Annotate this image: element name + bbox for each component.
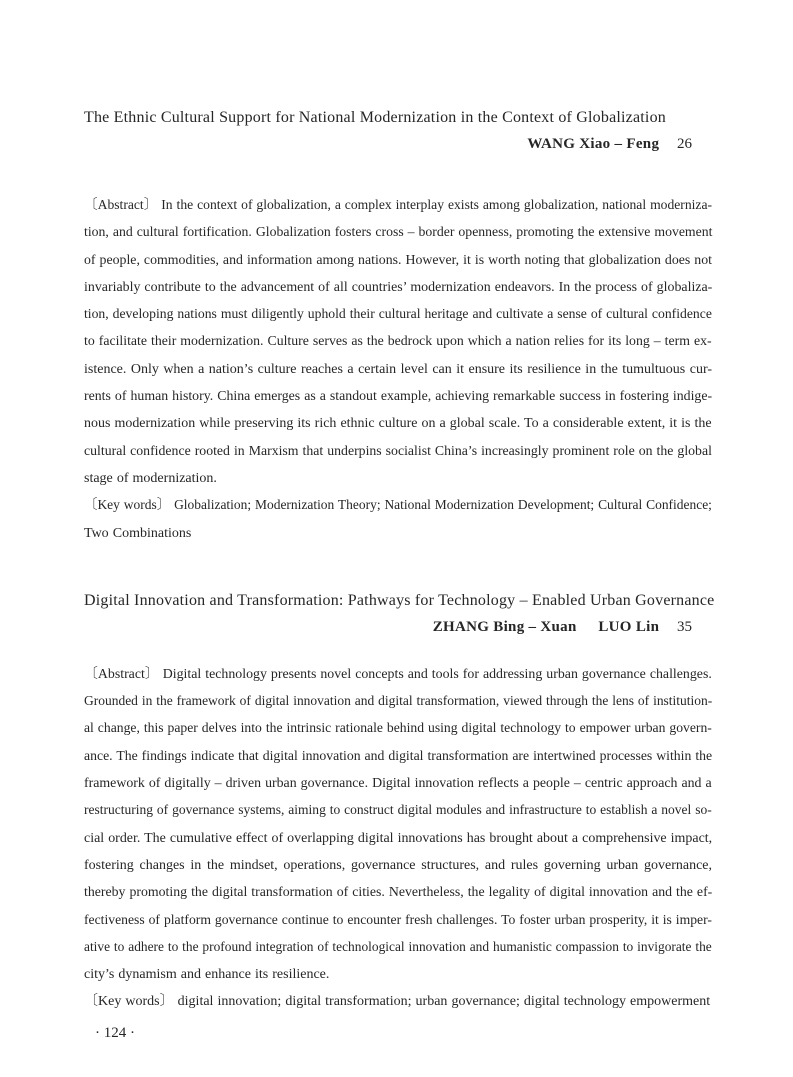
text-line: Grounded in the framework of digital innovation and digital transformation, viewed through the lens of institution-: [84, 694, 713, 710]
text-line: 〔Key words〕 digital innovation; digital transformation; urban governance; digital technology empowerment: [84, 994, 711, 1010]
page-ref-number: 26: [677, 136, 692, 152]
text-line: istence. Only when a nation’s culture reaches a certain level can it ensure its resilience in the tumultuous cur-: [84, 361, 712, 377]
text-line: thereby promoting the digital transformation of cities. Nevertheless, the legality of digital innovation and the ef-: [84, 885, 713, 901]
article-entry: [84, 587, 715, 1016]
author-name: LUO Lin: [598, 618, 660, 635]
text-line: Two Combinations: [84, 525, 192, 541]
text-line: to facilitate their modernization. Culture serves as the bedrock upon which a nation relies for its long – term ex-: [84, 334, 712, 350]
text-line: cial order. The cumulative effect of overlapping digital innovations has brought about a comprehensive impact,: [84, 830, 713, 846]
text-line: stage of modernization.: [84, 470, 217, 486]
author-name: WANG Xiao – Feng: [527, 136, 660, 152]
keywords-paragraph: [84, 492, 712, 547]
text-line: ative to adhere to the profound integration of technological innovation and humanistic compassion to invigorate the: [84, 939, 712, 955]
author-line: [84, 131, 712, 158]
text-line: nous modernization while preserving its rich ethnic culture on a global scale. To a considerable extent, it is the: [84, 416, 712, 432]
text-line: 〔Key words〕 Globalization; Modernization Theory; National Modernization Development; Cultural Confidence;: [84, 498, 712, 514]
abstract-paragraph: [84, 192, 712, 492]
text-line: restructuring of governance systems, aiming to construct digital modules and infrastructure to establish a novel so-: [84, 803, 712, 819]
text-line: of people, commodities, and information among nations. However, it is worth noting that globalization does not: [84, 252, 713, 268]
article-title: The Ethnic Cultural Support for National Modernization in the Context of Globalization: [84, 109, 666, 126]
text-line: ance. The findings indicate that digital innovation and digital transformation are intertwined processes within the: [84, 748, 713, 764]
article-title: Digital Innovation and Transformation: Pathways for Technology – Enabled Urban Governance: [84, 591, 715, 609]
text-line: tion, and cultural fortification. Globalization fosters cross – border openness, promoting the extensive movement: [84, 225, 713, 241]
text-line: city’s dynamism and enhance its resilience.: [84, 967, 330, 983]
text-line: fostering changes in the mindset, operations, governance structures, and rules governing urban governance,: [84, 857, 712, 873]
text-line: invariably contribute to the advancement of all countries’ modernization endeavors. In the process of globaliza-: [84, 279, 713, 295]
page-ref-number: 35: [677, 618, 692, 635]
text-line: al change, this paper delves into the intrinsic rationale behind using digital technology to empower urban govern-: [84, 721, 712, 737]
article-entry: [84, 104, 712, 547]
text-line: framework of digitally – driven urban governance. Digital innovation reflects a people – centric approach and a: [84, 776, 712, 792]
abstract-paragraph: [84, 661, 712, 989]
text-line: cultural confidence rooted in Marxism that underpins socialist China’s increasingly prominent role on the global: [84, 443, 712, 459]
keywords-paragraph: [84, 988, 712, 1015]
text-line: tion, developing nations must diligently uphold their cultural heritage and cultivate a sense of cultural confidence: [84, 307, 712, 323]
text-line: 〔Abstract〕 Digital technology presents novel concepts and tools for addressing urban governance challenges.: [84, 666, 712, 682]
author-line: [84, 614, 712, 641]
text-line: rents of human history. China emerges as a standout example, achieving remarkable success in fostering indige-: [84, 389, 713, 405]
text-line: fectiveness of platform governance continue to encounter fresh challenges. To foster urban prosperity, it is imper-: [84, 912, 712, 928]
folio-page-number: · 124 ·: [95, 1024, 135, 1041]
text-line: 〔Abstract〕 In the context of globalization, a complex interplay exists among globalization, national moderniza-: [84, 198, 713, 213]
author-name: ZHANG Bing – Xuan: [432, 618, 577, 635]
